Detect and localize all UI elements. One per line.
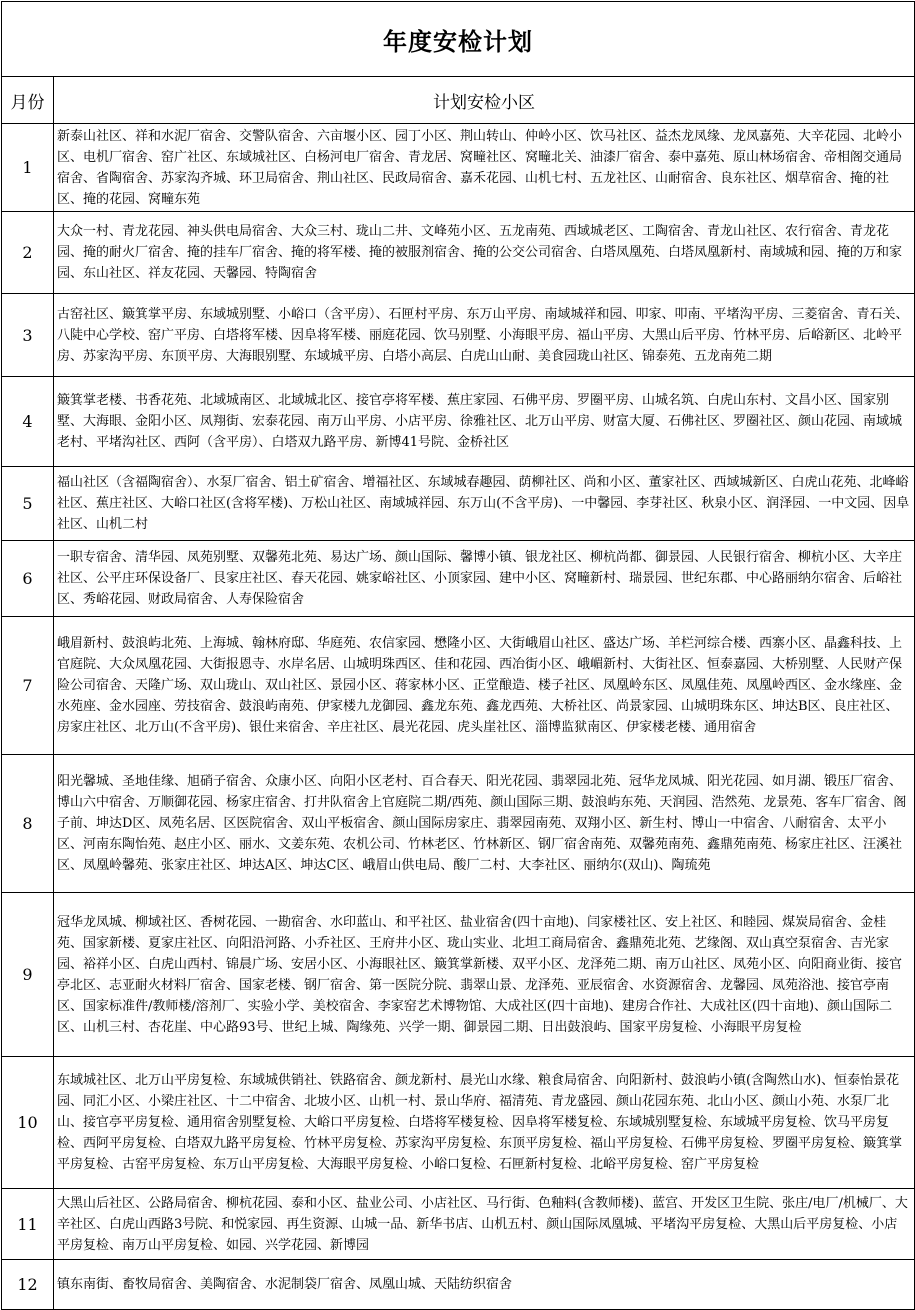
month-cell: 5 <box>2 467 54 541</box>
table-row <box>2 1189 915 1260</box>
month-cell: 3 <box>2 294 54 377</box>
table-row <box>2 467 915 541</box>
areas-cell: 东域城社区、北万山平房复检、东域城供销社、铁路宿舍、颜龙新村、晨光山水缘、粮食局宿舍、向阳新村、鼓浪屿小镇(含陶然山水)、恒泰怡景花园、同汇小区、小梁庄社区、十二中宿舍、北坡小区、山机一村、景山华府、福清苑、青龙盛园、颜山花园东苑、北山小区、颜山小苑、水泵厂北山、接官亭平房复检、通用宿舍别墅复检、大峪口平房复检、白塔将军楼复检、因阜将军楼复检、东域城别墅复检、东域城平房复检、饮马平房复检、西阿平房复检、白塔双九路平房复检、竹林平房复检、苏家沟平房复检、东顶平房复检、福山平房复检、石佛平房复检、罗圈平房复检、簸箕掌平房复检、古窑平房复检、东万山平房复检、大海眼平房复检、小峪口复检、石匣新村复检、北峪平房复检、窑广平房复检 <box>54 1057 915 1189</box>
month-cell: 4 <box>2 377 54 467</box>
month-cell: 12 <box>2 1260 54 1310</box>
month-column-header: 月份 <box>2 77 54 124</box>
month-cell: 9 <box>2 893 54 1057</box>
table-row <box>2 124 915 212</box>
month-cell: 11 <box>2 1189 54 1260</box>
table-row <box>2 617 915 755</box>
table-row <box>2 1260 915 1310</box>
areas-cell: 冠华龙凤城、柳域社区、香树花园、一勘宿舍、水印蓝山、和平社区、盐业宿舍(四十亩地)、闫家楼社区、安上社区、和睦园、煤炭局宿舍、金桂苑、国家新楼、夏家庄社区、向阳沿河路、小乔社区、王府井小区、珑山实业、北坦工商局宿舍、鑫鼎苑北苑、艺缘阁、双山真空泵宿舍、吉光家园、裕祥小区、白虎山西村、锦晨广场、安居小区、小海眼社区、簸箕掌新楼、双平小区、龙泽苑二期、南万山社区、凤苑小区、向阳商业街、接官亭北区、志亚耐火材料厂宿舍、国家老楼、钢厂宿舍、第一医院分院、翡翠山景、龙泽苑、亚辰宿舍、水资源宿舍、龙馨园、凤苑浴池、接官亭南区、国家标准件/教师楼/溶剂厂、实验小学、美校宿舍、李家窑艺术博物馆、大成社区(四十亩地)、建房合作社、大成社区(四十亩地)、颜山国际二区、山机三村、杏花崖、中心路93号、世纪上城、陶缘苑、兴学一期、御景园二期、日出鼓浪屿、国家平房复检、小海眼平房复检 <box>54 893 915 1057</box>
areas-cell: 峨眉新村、鼓浪屿北苑、上海城、翰林府邸、华庭苑、农信家园、懋隆小区、大街峨眉山社区、盛达广场、羊栏河综合楼、西寨小区、晶鑫科技、上官庭院、大众凤凰花园、大街报恩寺、水岸名居、山城明珠西区、佳和花园、西冶街小区、峨嵋新村、大街社区、恒泰嘉园、大桥别墅、人民财产保险公司宿舍、天隆广场、双山珑山、双山社区、景园小区、蒋家林小区、正堂酿造、楼子社区、凤凰岭东区、凤凰佳苑、凤凰岭西区、金水缘座、金水苑座、金水园座、劳技宿舍、鼓浪屿南苑、伊家楼九龙御园、鑫龙东苑、鑫龙西苑、大桥社区、尚景家园、山城明珠东区、坤达B区、良庄社区、房家庄社区、北万山(不含平房)、银仕来宿舍、辛庄社区、晨光花园、虎头崖社区、淄博监狱南区、伊家楼老楼、通用宿舍 <box>54 617 915 755</box>
inspection-plan-table <box>1 1 915 1310</box>
table-row <box>2 212 915 294</box>
areas-cell: 阳光馨城、圣地佳缘、旭硝子宿舍、众康小区、向阳小区老村、百合春天、阳光花园、翡翠园北苑、冠华龙凤城、阳光花园、如月湖、锻压厂宿舍、博山六中宿舍、万顺御花园、杨家庄宿舍、打井队宿舍上官庭院二期/西苑、颜山国际三期、鼓浪屿东苑、天润园、浩然苑、龙景苑、客车厂宿舍、阁子前、坤达D区、凤苑名居、区医院宿舍、双山平板宿舍、颜山国际房家庄、翡翠园南苑、双翔小区、新生村、博山一中宿舍、八耐宿舍、太平小区、河南东陶怡苑、赵庄小区、丽水、文姜东苑、农机公司、竹林老区、竹林新区、钢厂宿舍南苑、双馨苑南苑、鑫鼎苑南苑、杨家庄社区、汪溪社区、凤凰岭馨苑、张家庄社区、坤达A区、坤达C区、峨眉山供电局、酸厂二村、大李社区、丽纳尔(双山)、陶琉苑 <box>54 755 915 893</box>
areas-cell: 古窑社区、簸箕掌平房、东域城别墅、小峪口（含平房）、石匣村平房、东万山平房、南域城祥和园、叩家、叩南、平堵沟平房、三菱宿舍、青石关、八陡中心学校、窑广平房、白塔将军楼、因阜将军楼、丽庭花园、饮马别墅、小海眼平房、福山平房、大黑山后平房、竹林平房、后峪新区、北岭平房、苏家沟平房、东顶平房、大海眼别墅、东域城平房、白塔小高层、白虎山山耐、美食园珑山社区、锦泰苑、五龙南苑二期 <box>54 294 915 377</box>
areas-cell: 大黑山后社区、公路局宿舍、柳杭花园、泰和小区、盐业公司、小店社区、马行街、色釉料(含教师楼)、蓝宫、开发区卫生院、张庄/电厂/机械厂、大辛社区、白虎山西路3号院、和悦家园、再生资源、山城一品、新华书店、山机五村、颜山国际凤凰城、平堵沟平房复检、大黑山后平房复检、小店平房复检、南万山平房复检、如园、兴学花园、新博园 <box>54 1189 915 1260</box>
table-row <box>2 541 915 617</box>
month-cell: 10 <box>2 1057 54 1189</box>
table-row <box>2 893 915 1057</box>
areas-column-header: 计划安检小区 <box>54 77 915 124</box>
areas-cell: 一职专宿舍、清华园、凤苑别墅、双馨苑北苑、易达广场、颜山国际、馨博小镇、银龙社区、柳杭尚都、御景园、人民银行宿舍、柳杭小区、大辛庄社区、公平庄环保设备厂、艮家庄社区、春天花园、姚家峪社区、小顶家园、建中小区、窝疃新村、瑞景园、世纪东郡、中心路丽纳尔宿舍、后峪社区、秀峪花园、财政局宿舍、人寿保险宿舍 <box>54 541 915 617</box>
areas-cell: 簸箕掌老楼、书香花苑、北域城南区、北域城北区、接官亭将军楼、蕉庄家园、石佛平房、罗圈平房、山城名筑、白虎山东村、文昌小区、国家别墅、大海眼、金阳小区、凤翔街、宏泰花园、南万山平房、小店平房、徐雅社区、北万山平房、财富大厦、石佛社区、罗圈社区、颜山花园、南域城老村、平堵沟社区、西阿（含平房）、白塔双九路平房、新博41号院、金桥社区 <box>54 377 915 467</box>
page-title: 年度安检计划 <box>2 2 915 77</box>
areas-cell: 新泰山社区、祥和水泥厂宿舍、交警队宿舍、六亩堰小区、园丁小区、荆山转山、仲岭小区、饮马社区、益杰龙凤缘、龙凤嘉苑、大辛花园、北岭小区、电机厂宿舍、窑广社区、东域城社区、白杨河电厂宿舍、青龙居、窝疃社区、窝疃北关、油漆厂宿舍、泰中嘉苑、原山林场宿舍、帝相阁交通局宿舍、省陶宿舍、苏家沟齐城、环卫局宿舍、荆山社区、民政局宿舍、嘉禾花园、山机七村、五龙社区、山耐宿舍、良东社区、烟草宿舍、掩的社区、掩的花园、窝疃东苑 <box>54 124 915 212</box>
areas-cell: 镇东南街、畜牧局宿舍、美陶宿舍、水泥制袋厂宿舍、凤凰山城、天陆纺织宿舍 <box>54 1260 915 1310</box>
title-row <box>2 2 915 77</box>
areas-cell: 大众一村、青龙花园、神头供电局宿舍、大众三村、珑山二井、文峰苑小区、五龙南苑、西域城老区、工陶宿舍、青龙山社区、农行宿舍、青龙花园、掩的耐火厂宿舍、掩的挂车厂宿舍、掩的将军楼、掩的被服剂宿舍、掩的公交公司宿舍、白塔凤凰苑、白塔凤凰新村、南域城和园、掩的万和家园、东山社区、祥友花园、天馨园、特陶宿舍 <box>54 212 915 294</box>
table-row <box>2 1057 915 1189</box>
month-cell: 1 <box>2 124 54 212</box>
header-row <box>2 77 915 124</box>
table-row <box>2 755 915 893</box>
table-row <box>2 294 915 377</box>
month-cell: 2 <box>2 212 54 294</box>
month-cell: 8 <box>2 755 54 893</box>
table-row <box>2 377 915 467</box>
month-cell: 7 <box>2 617 54 755</box>
areas-cell: 福山社区（含福陶宿舍）、水泵厂宿舍、铝土矿宿舍、增福社区、东域城春趣园、荫柳社区、尚和小区、董家社区、西域城新区、白虎山花苑、北峰峪社区、蕉庄社区、大峪口社区(含将军楼)、万松山社区、南域城祥园、东万山(不含平房)、一中馨园、李芽社区、秋泉小区、润泽园、一中文园、因阜社区、山机二村 <box>54 467 915 541</box>
month-cell: 6 <box>2 541 54 617</box>
